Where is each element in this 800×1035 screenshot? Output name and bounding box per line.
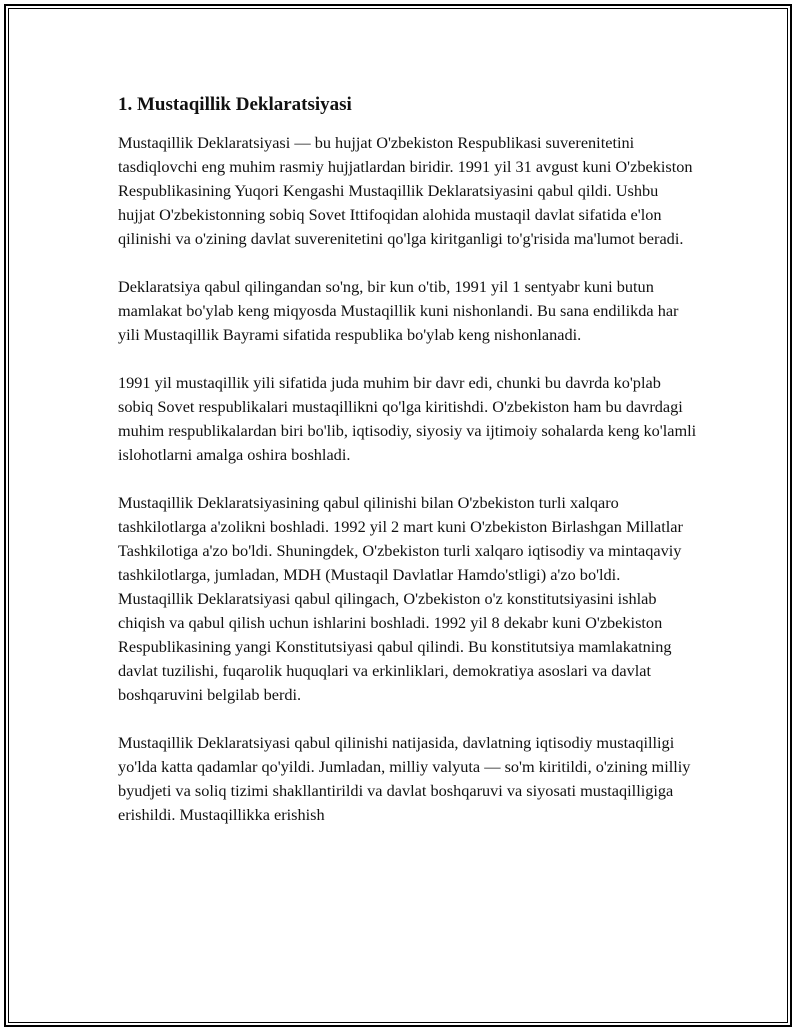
paragraph-independence-day: Deklaratsiya qabul qilingandan so'ng, bir kun o'tib, 1991 yil 1 sentyabr kuni butun mamlakat bo'ylab keng miqyosda Mustaqillik kuni nishonlandi. Bu sana endilikda har yili Mustaqillik Bayrami sifatida respublika bo'ylab keng nishonlanadi. bbox=[118, 277, 679, 344]
document-body bbox=[118, 92, 698, 851]
section-heading: 1. Mustaqillik Deklaratsiyasi bbox=[118, 94, 352, 115]
paragraph-1991-period: 1991 yil mustaqillik yili sifatida juda muhim bir davr edi, chunki bu davrda ko'plab sobiq Sovet respublikalari mustaqillikni qo'lga kiritishdi. O'zbekiston ham bu davrdagi muhim respublikalardan biri bo'lib, iqtisodiy, siyosiy va ijtimoiy sohalarda keng ko'lamli islohotlarni amalga oshira boshladi. bbox=[118, 373, 697, 464]
paragraph-declaration-intro: Mustaqillik Deklaratsiyasi — bu hujjat O'zbekiston Respublikasi suverenitetini tasdiqlovchi eng muhim rasmiy hujjatlardan biridir. 1991 yil 31 avgust kuni O'zbekiston Respublikasining Yuqori Kengashi Mustaqillik Deklaratsiyasini qabul qildi. Ushbu hujjat O'zbekistonning sobiq Sovet Ittifoqidan alohida mustaqil davlat sifatida e'lon qilinishi va o'zining davlat suverenitetini qo'lga kiritganligi to'g'risida ma'lumot beradi. bbox=[118, 133, 693, 248]
paragraph-economic-independence: Mustaqillik Deklaratsiyasi qabul qilinishi natijasida, davlatning iqtisodiy mustaqilligi yo'lda katta qadamlar qo'yildi. Jumladan, milliy valyuta — so'm kiritildi, o'zining milliy byudjeti va soliq tizimi shakllantirildi va davlat boshqaruvi va siyosati mustaqilligiga erishildi. Mustaqillikka erishish bbox=[118, 733, 691, 824]
paragraph-international-membership: Mustaqillik Deklaratsiyasining qabul qilinishi bilan O'zbekiston turli xalqaro tashkilotlarga a'zolikni boshladi. 1992 yil 2 mart kuni O'zbekiston Birlashgan Millatlar Tashkilotiga a'zo bo'ldi. Shuningdek, O'zbekiston turli xalqaro iqtisodiy va mintaqaviy tashkilotlarga, jumladan, MDH (Mustaqil Davlatlar Hamdo'stligi) a'zo bo'ldi. Mustaqillik Deklaratsiyasi qabul qilingach, O'zbekiston o'z konstitutsiyasini ishlab chiqish va qabul qilish uchun ishlarini boshladi. 1992 yil 8 dekabr kuni O'zbekiston Respublikasining yangi Konstitutsiyasi qabul qilindi. Bu konstitutsiya mamlakatning davlat tuzilishi, fuqarolik huquqlari va erkinliklari, demokratiya asoslari va davlat boshqaruvini belgilab berdi. bbox=[118, 493, 683, 704]
